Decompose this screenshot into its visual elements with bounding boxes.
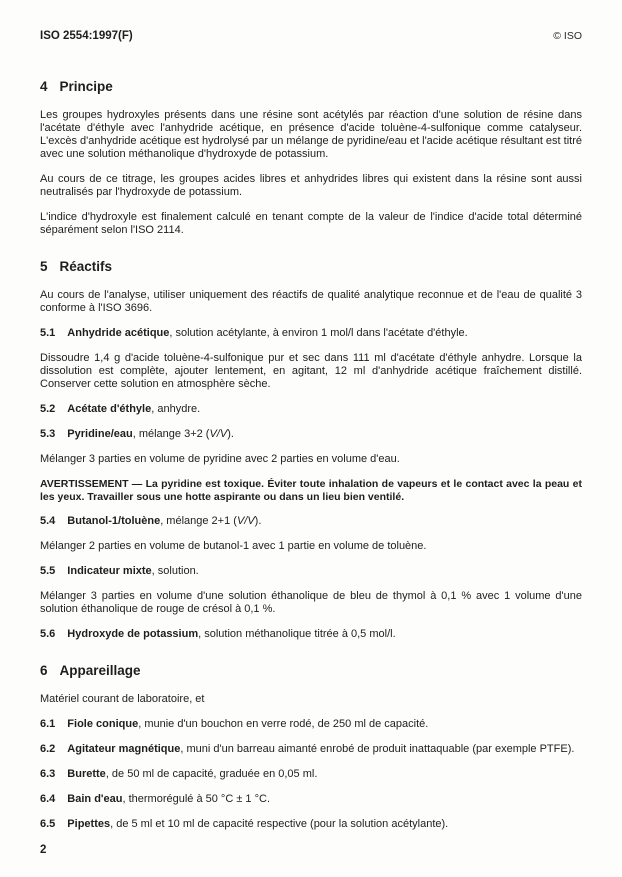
section-title: Appareillage <box>59 663 141 678</box>
clause-term: Agitateur magnétique <box>67 743 181 755</box>
clause-number: 5.2 <box>40 403 56 415</box>
section-title: Réactifs <box>59 259 113 274</box>
clause-text: , de 50 ml de capacité, graduée en 0,05 ml. <box>105 768 318 780</box>
section-heading-principe <box>40 79 582 95</box>
clause-5-1-paragraph: Dissoudre 1,4 g d'acide toluène-4-sulfonique pur et sec dans 111 ml d'acétate d'éthyle anhydre. Lorsque la dissolution est complète, ajouter lentement, en agitant, 12 ml d'anhydride acétique fraîchement distillé. Conserver cette solution en atmosphère sèche. <box>40 352 582 390</box>
clause-term: Anhydride acétique <box>67 327 170 339</box>
reactifs-intro: Au cours de l'analyse, utiliser uniquement des réactifs de qualité analytique reconnue et de l'eau de qualité 3 conforme à l'ISO 3696. <box>40 289 582 314</box>
volume-ratio-notation: V/V <box>236 515 255 527</box>
clause-6-4 <box>40 793 582 806</box>
copyright-notice: © ISO <box>553 30 582 42</box>
page-number: 2 <box>40 844 47 856</box>
section-heading-reactifs <box>40 259 582 275</box>
clause-6-1 <box>40 718 582 731</box>
clause-6-5 <box>40 818 582 831</box>
clause-number: 6.2 <box>40 743 56 755</box>
clause-text: ). <box>254 515 262 527</box>
clause-text: , solution. <box>151 565 199 577</box>
clause-5-4-paragraph: Mélanger 2 parties en volume de butanol-1 avec 1 partie en volume de toluène. <box>40 540 427 552</box>
clause-number: 5.3 <box>40 428 56 440</box>
clause-number: 5.4 <box>40 515 56 527</box>
clause-number: 5.6 <box>40 628 56 640</box>
clause-text: , munie d'un bouchon en verre rodé, de 250 ml de capacité. <box>138 718 429 730</box>
clause-5-3 <box>40 428 582 441</box>
page-header <box>40 30 582 43</box>
clause-text: , solution acétylante, à environ 1 mol/l dans l'acétate d'éthyle. <box>169 327 468 339</box>
clause-text: , de 5 ml et 10 ml de capacité respective (pour la solution acétylante). <box>110 818 449 830</box>
clause-term: Bain d'eau <box>67 793 123 805</box>
clause-5-2 <box>40 403 582 416</box>
clause-term: Burette <box>67 768 106 780</box>
clause-term: Acétate d'éthyle <box>67 403 152 415</box>
clause-term: Fiole conique <box>67 718 139 730</box>
section-number: 6 <box>40 663 48 678</box>
section-title: Principe <box>59 79 113 94</box>
clause-term: Pipettes <box>67 818 111 830</box>
clause-5-5-paragraph: Mélanger 3 parties en volume d'une solution éthanolique de bleu de thymol à 0,1 % avec 1 volume d'une solution éthanolique de rouge de crésol à 0,1 %. <box>40 590 582 615</box>
clause-text: , mélange 3+2 ( <box>132 428 210 440</box>
clause-term: Indicateur mixte <box>67 565 152 577</box>
clause-text: , mélange 2+1 ( <box>160 515 237 527</box>
principe-paragraph-3: L'indice d'hydroxyle est finalement calculé en tenant compte de la valeur de l'indice d'acide total déterminé séparément selon l'ISO 2114. <box>40 211 582 236</box>
principe-paragraph-1: Les groupes hydroxyles présents dans une résine sont acétylés par réaction d'une solution de résine dans l'acétate d'éthyle avec l'anhydride acétique, en présence d'acide toluène-4-sulfonique comme catalyseur. L'excès d'anhydride acétique est hydrolysé par un mélange de pyridine/eau et l'acide acétique résultant est titré avec une solution méthanolique d'hydroxyde de potassium. <box>40 109 582 160</box>
section-number: 5 <box>40 259 48 274</box>
document-reference: ISO 2554:1997(F) <box>40 30 133 42</box>
section-number: 4 <box>40 79 48 94</box>
clause-number: 5.1 <box>40 327 56 339</box>
clause-5-3-paragraph: Mélanger 3 parties en volume de pyridine avec 2 parties en volume d'eau. <box>40 453 400 465</box>
clause-5-1 <box>40 327 582 340</box>
clause-6-3 <box>40 768 582 781</box>
warning-paragraph: AVERTISSEMENT — La pyridine est toxique. Éviter toute inhalation de vapeurs et le contact avec la peau et les yeux. Travailler sous une hotte aspirante ou dans un lieu bien ventilé. <box>40 478 582 503</box>
clause-term: Pyridine/eau <box>67 428 133 440</box>
clause-text: , solution méthanolique titrée à 0,5 mol/l. <box>198 628 396 640</box>
volume-ratio-notation: V/V <box>209 428 228 440</box>
clause-number: 5.5 <box>40 565 56 577</box>
clause-term: Butanol-1/toluène <box>67 515 161 527</box>
section-heading-appareillage <box>40 663 582 679</box>
clause-term: Hydroxyde de potassium <box>67 628 199 640</box>
clause-text: , thermorégulé à 50 °C ± 1 °C. <box>122 793 270 805</box>
clause-text: , anhydre. <box>151 403 201 415</box>
clause-5-4 <box>40 515 582 528</box>
clause-6-2 <box>40 743 582 756</box>
clause-number: 6.3 <box>40 768 56 780</box>
appareillage-intro: Matériel courant de laboratoire, et <box>40 693 205 705</box>
clause-text: , muni d'un barreau aimanté enrobé de produit inattaquable (par exemple PTFE). <box>180 743 575 755</box>
clause-text: ). <box>227 428 234 440</box>
clause-5-5 <box>40 565 582 578</box>
clause-number: 6.1 <box>40 718 56 730</box>
clause-5-6 <box>40 628 582 641</box>
clause-number: 6.4 <box>40 793 56 805</box>
principe-paragraph-2: Au cours de ce titrage, les groupes acides libres et anhydrides libres qui existent dans la résine sont aussi neutralisés par l'hydroxyde de potassium. <box>40 173 582 198</box>
clause-number: 6.5 <box>40 818 56 830</box>
